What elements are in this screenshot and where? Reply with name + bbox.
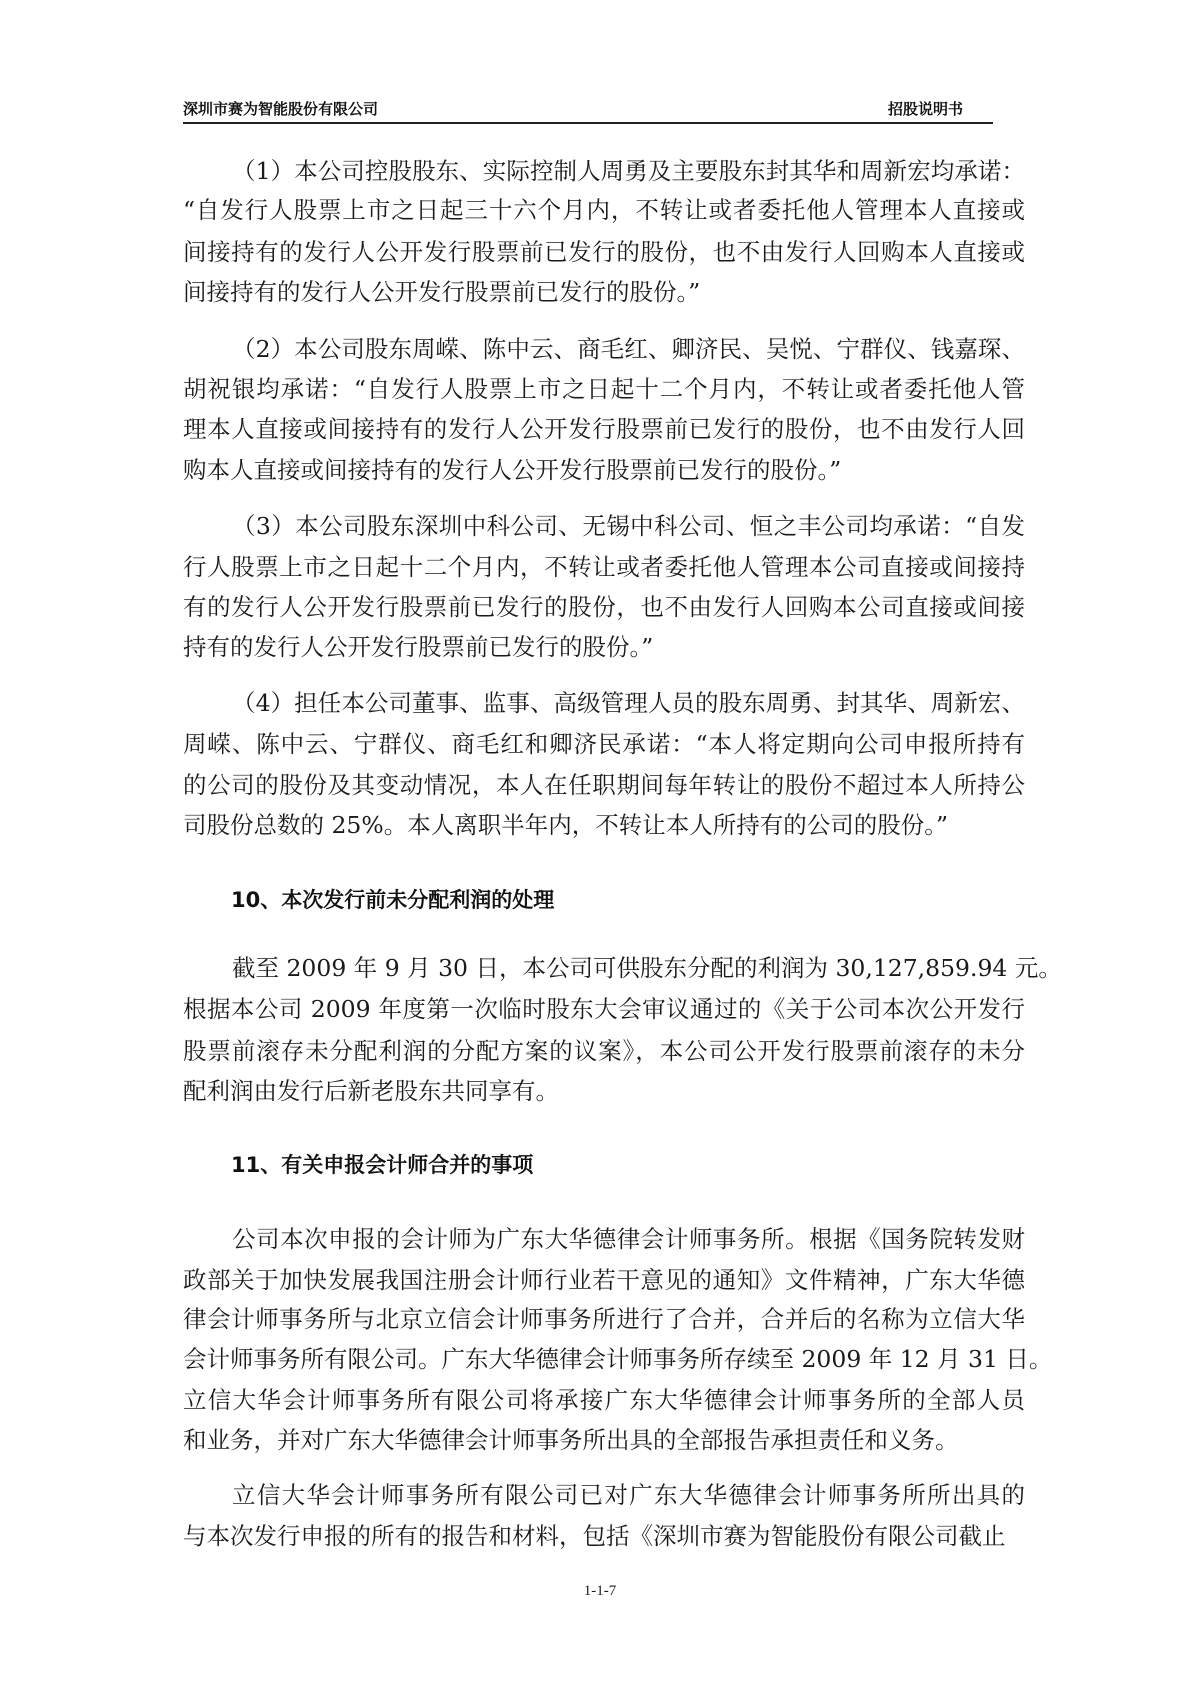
paragraph-2-line: 胡祝银均承诺：“自发行人股票上市之日起十二个月内，不转让或者委托他人管 — [183, 375, 1025, 403]
paragraph-5-line: 截至 2009 年 9 月 30 日，本公司可供股东分配的利润为 30,127,859.94 元。 — [232, 954, 1062, 982]
paragraph-4-line: 司股份总数的 25%。本人离职半年内，不转让本人所持有的公司的股份。” — [183, 811, 948, 839]
header-company-name: 深圳市赛为智能股份有限公司 — [183, 100, 379, 118]
page-number: 1-1-7 — [583, 1583, 617, 1599]
paragraph-2-line: （2）本公司股东周嵘、陈中云、商毛红、卿济民、吴悦、宁群仪、钱嘉琛、 — [232, 335, 1025, 363]
paragraph-2-line: 理本人直接或间接持有的发行人公开发行股票前已发行的股份，也不由发行人回 — [183, 415, 1025, 443]
header-rule — [183, 122, 993, 124]
paragraph-6-line: 政部关于加快发展我国注册会计师行业若干意见的通知》文件精神，广东大华德 — [183, 1266, 1025, 1294]
paragraph-1-line: “自发行人股票上市之日起三十六个月内，不转让或者委托他人管理本人直接或 — [183, 196, 1025, 224]
paragraph-1-line: （1）本公司控股股东、实际控制人周勇及主要股东封其华和周新宏均承诺： — [232, 157, 1025, 185]
paragraph-1-line: 间接持有的发行人公开发行股票前已发行的股份。” — [183, 278, 701, 306]
paragraph-6-line: 立信大华会计师事务所有限公司将承接广东大华德律会计师事务所的全部人员 — [183, 1386, 1025, 1414]
paragraph-5-line: 配利润由发行后新老股东共同享有。 — [183, 1077, 559, 1105]
paragraph-3-line: 持有的发行人公开发行股票前已发行的股份。” — [183, 633, 654, 661]
paragraph-6-line: 公司本次申报的会计师为广东大华德律会计师事务所。根据《国务院转发财 — [232, 1225, 1025, 1253]
paragraph-5-line: 股票前滚存未分配利润的分配方案的议案》，本公司公开发行股票前滚存的未分 — [183, 1037, 1025, 1065]
paragraph-6-line: 律会计师事务所与北京立信会计师事务所进行了合并，合并后的名称为立信大华 — [183, 1305, 1025, 1333]
paragraph-7-line: 与本次发行申报的所有的报告和材料，包括《深圳市赛为智能股份有限公司截止 — [183, 1522, 1006, 1550]
paragraph-5-line: 根据本公司 2009 年度第一次临时股东大会审议通过的《关于公司本次公开发行 — [183, 995, 1025, 1023]
paragraph-3-line: 有的发行人公开发行股票前已发行的股份，也不由发行人回购本公司直接或间接 — [183, 593, 1025, 621]
paragraph-4-line: （4）担任本公司董事、监事、高级管理人员的股东周勇、封其华、周新宏、 — [232, 689, 1025, 717]
paragraph-6-line: 会计师事务所有限公司。广东大华德律会计师事务所存续至 2009 年 12 月 31 日。 — [183, 1345, 1053, 1373]
paragraph-2-line: 购本人直接或间接持有的发行人公开发行股票前已发行的股份。” — [183, 456, 842, 484]
paragraph-1-line: 间接持有的发行人公开发行股票前已发行的股份，也不由发行人回购本人直接或 — [183, 238, 1025, 266]
section-heading-11: 11、有关申报会计师合并的事项 — [231, 1153, 534, 1177]
paragraph-3-line: 行人股票上市之日起十二个月内，不转让或者委托他人管理本公司直接或间接持 — [183, 553, 1025, 581]
paragraph-3-line: （3）本公司股东深圳中科公司、无锡中科公司、恒之丰公司均承诺：“自发 — [232, 512, 1025, 540]
paragraph-6-line: 和业务，并对广东大华德律会计师事务所出具的全部报告承担责任和义务。 — [183, 1426, 959, 1454]
paragraph-4-line: 的公司的股份及其变动情况，本人在任职期间每年转让的股份不超过本人所持公 — [183, 771, 1025, 799]
paragraph-7-line: 立信大华会计师事务所有限公司已对广东大华德律会计师事务所所出具的 — [232, 1481, 1025, 1509]
section-heading-10: 10、本次发行前未分配利润的处理 — [231, 888, 555, 912]
paragraph-4-line: 周嵘、陈中云、宁群仪、商毛红和卿济民承诺：“本人将定期向公司申报所持有 — [183, 730, 1025, 758]
header-document-type: 招股说明书 — [888, 100, 964, 118]
